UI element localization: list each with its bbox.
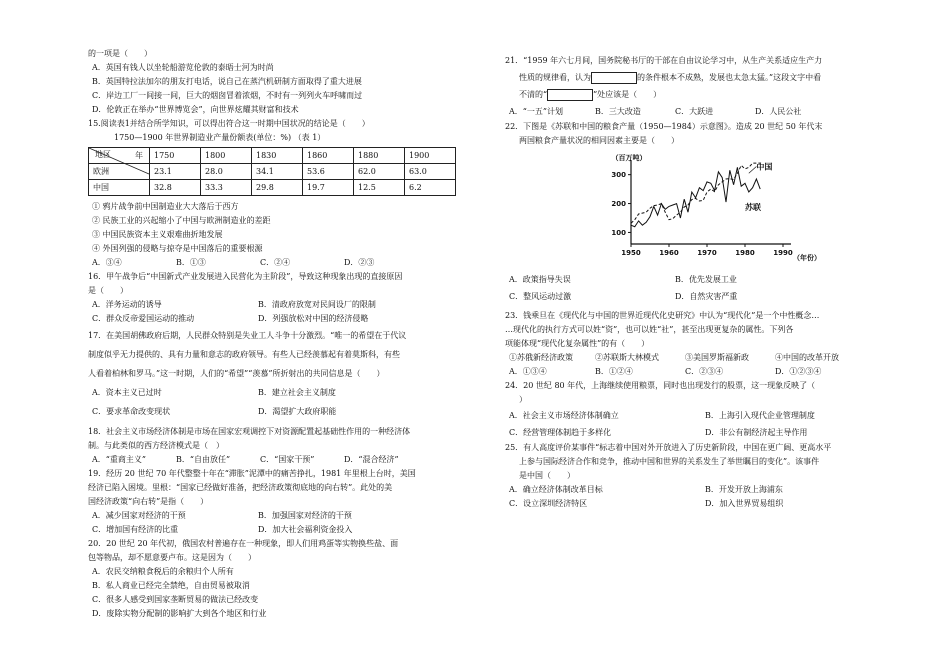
- q23-option-c[interactable]: C．②③④: [685, 367, 724, 376]
- value-cell: 6.2: [405, 180, 456, 196]
- value-cell: 19.7: [303, 180, 354, 196]
- q15-statement-4: ④ 外国列强的侵略与掠夺是中国落后的重要根源: [92, 244, 263, 253]
- q20-option-d[interactable]: D．废除实物分配制的影响扩大到各个地区和行业: [92, 609, 267, 618]
- y-axis-label: （百万吨）: [611, 154, 647, 162]
- q23-items: [505, 351, 885, 365]
- q20-stem-line: 20．20 世纪 20 年代初，俄国农村普遍存在一种现象，即人们用鸡蛋等实物换些盐、面: [88, 539, 399, 548]
- q25-stem-line: 是中国（ ）: [519, 471, 575, 480]
- q17-stem-line: 17．在美国胡佛政府后期，人民群众特别是失业工人斗争十分激烈。“唯一的希望在于代议: [88, 331, 407, 340]
- q22-option-a[interactable]: A．政策指导失误: [509, 275, 571, 284]
- blurred-text-box: [591, 72, 637, 84]
- corner-year-label: 年: [135, 151, 143, 160]
- q18-options: [88, 453, 468, 467]
- q21-stem-line: [505, 69, 885, 86]
- q21-text: ”处应该是（ ）: [593, 90, 662, 99]
- right-column: [505, 52, 885, 511]
- value-cell: 32.8: [150, 180, 201, 196]
- q24-option-d[interactable]: D．非公有制经济起主导作用: [705, 428, 808, 437]
- q15-option-b[interactable]: B．①③: [176, 258, 206, 267]
- q17-options-row: [88, 383, 468, 402]
- q25-stem-line: 25．有人高度评价某事件“标志着中国对外开放进入了历史新阶段，中国在更广阔、更高水平: [505, 443, 832, 452]
- q22-options-row: [505, 288, 885, 305]
- x-tick-label: 1980: [735, 249, 755, 257]
- q20-option-b[interactable]: B．私人商业已经完全禁绝，自由贸易被取消: [92, 581, 250, 590]
- q24-stem-line: 24．20 世纪 80 年代，上海继续使用粮票，同时也出现发行的股票，这一现象反映了（: [505, 381, 816, 390]
- series-label-china: 中国: [756, 162, 773, 172]
- y-tick-label: 300: [611, 171, 626, 180]
- series-label-ussr: 苏联: [745, 202, 761, 212]
- year-header: 1750: [150, 148, 201, 164]
- q16-options-row: [88, 312, 468, 326]
- q14-option-c[interactable]: C．岸边工厂一间接一间，巨大的烟囱冒着浓烟，不时有一列列火车呼啸而过: [92, 91, 363, 100]
- q18-stem-line: 18．社会主义市场经济体制是市场在国家宏观调控下对资源配置起基础性作用的一种经济体: [88, 427, 411, 436]
- q19-stem-line: 国经济政策“向右转”是指（ ）: [88, 497, 209, 506]
- q19-stem-line: 19．经历 20 世纪 70 年代整整十年在“滞胀”泥潭中的痛苦挣扎，1981 年里根上台时，美国: [88, 469, 416, 478]
- q25-options-row: [505, 497, 885, 511]
- value-cell: 23.1: [150, 164, 201, 180]
- year-header: 1900: [405, 148, 456, 164]
- q23-stem-line: 23．钱乘旦在《现代化与中国的世界近现代化史研究》中认为“现代化”是一个中性概念…: [505, 311, 820, 320]
- corner-region-label: 地区: [95, 150, 111, 159]
- q20-option-a[interactable]: A．农民交纳粮食税后的余粮归个人所有: [92, 567, 234, 576]
- y-tick-label: 100: [611, 228, 626, 237]
- q20-option-c[interactable]: C．很多人感受到国家垄断贸易的做法已经改变: [92, 595, 259, 604]
- q19-options-row: [88, 509, 468, 523]
- q21-option-d[interactable]: D．人民公社: [755, 107, 802, 116]
- q19-stem-line: 经济已陷入困境。里根：“国家已经做好准备，把经济政策彻底地的向右转”。此处的美: [88, 483, 393, 492]
- q16-options-row: [88, 298, 468, 312]
- q15-table-title: 1750—1900 年世界制造业产量份额表(单位：%) （表 1）: [114, 133, 326, 142]
- q15-statement-3: ③ 中国民族资本主义艰难曲折地发展: [92, 230, 223, 239]
- value-cell: 34.1: [252, 164, 303, 180]
- q21-option-c[interactable]: C．大跃进: [675, 107, 714, 116]
- q21-text: 不清的“: [519, 90, 548, 99]
- q24-option-a[interactable]: A．社会主义市场经济体制确立: [509, 411, 619, 420]
- blurred-text-box: [547, 89, 593, 101]
- q19-option-a[interactable]: A．减少国家对经济的干预: [92, 511, 186, 520]
- q23-option-b[interactable]: B．①②④: [595, 367, 633, 376]
- x-tick-label: 1960: [659, 249, 679, 257]
- q22-stem-line: 22．下图是《苏联和中国的粮食产量（1950—1984）示意图》。造成 20 世纪 50 年代末: [505, 122, 823, 131]
- q25-option-d[interactable]: D．加入世界贸易组织: [705, 499, 784, 508]
- value-cell: 29.8: [252, 180, 303, 196]
- q25-option-a[interactable]: A．确立经济体制改革目标: [509, 485, 603, 494]
- q19-option-d[interactable]: D．加大社会福利资金投入: [258, 525, 353, 534]
- value-cell: 12.5: [354, 180, 405, 196]
- q24-option-b[interactable]: B．上海引入现代企业管理制度: [705, 411, 815, 420]
- q22-options-row: [505, 271, 885, 288]
- region-cell: 欧洲: [89, 164, 150, 180]
- q21-option-b[interactable]: B．三大改造: [595, 107, 641, 116]
- q22-option-b[interactable]: B．优先发展工业: [675, 275, 737, 284]
- q14-stem: 的一项是（ ）: [88, 49, 152, 58]
- x-axis-label: （年份）: [793, 254, 821, 262]
- q15-statement-1: ① 鸦片战争前中国制造业大大落后于西方: [92, 202, 239, 211]
- q23-options: [505, 365, 885, 379]
- q15-option-d[interactable]: D．②③: [344, 258, 375, 267]
- q21-options: [505, 103, 885, 120]
- q21-stem-line: 21．“1959 年六七月间，国务院秘书厅的干部在自由议论学习中，从生产关系适应生产力: [505, 56, 823, 65]
- value-cell: 33.3: [201, 180, 252, 196]
- q18-option-b[interactable]: B．“自由放任”: [176, 455, 231, 464]
- y-tick-label: 200: [611, 200, 626, 209]
- q17-option-a[interactable]: A．资本主义已过时: [92, 388, 162, 397]
- value-cell: 63.0: [405, 164, 456, 180]
- q24-option-c[interactable]: C．经营管理体制趋于多样化: [509, 428, 612, 437]
- year-header: 1880: [354, 148, 405, 164]
- q21-text: 的条件根本不成熟，发展也太急太猛。”这段文字中看: [637, 73, 822, 82]
- year-header: 1860: [303, 148, 354, 164]
- q20-stem-line: 包等物品，却不愿意要卢布。这是因为（ ）: [88, 553, 256, 562]
- q23-option-d[interactable]: D．①②③④: [775, 367, 822, 376]
- q19-option-c[interactable]: C．增加国有经济的比重: [92, 525, 179, 534]
- q24-options-row: [505, 424, 885, 441]
- q25-stem-line: 上参与国际经济合作和竞争，推动中国和世界的关系发生了举世瞩目的变化”。该事件: [519, 457, 820, 466]
- q24-options-row: [505, 407, 885, 424]
- q23-stem-line: 项能体现“现代化复杂属性”的有（ ）: [505, 339, 650, 348]
- x-tick-label: 1970: [697, 249, 717, 257]
- q14-option-b[interactable]: B．英国特拉法加尔的朋友打电话，说自己在蒸汽机研制方面取得了重大进展: [92, 77, 362, 86]
- series-line-ussr: [631, 167, 760, 226]
- q16-option-d[interactable]: D．列强放松对中国的经济侵略: [258, 314, 369, 323]
- left-column: [88, 47, 468, 621]
- q17-options-row: [88, 402, 468, 421]
- q23-item: ④中国的改革开放: [775, 353, 839, 362]
- table-corner-cell: [89, 148, 150, 164]
- q19-options-row: [88, 523, 468, 537]
- q17-stem-line: 制度似乎无力提供的、具有力量和意志的政府领导。有些人已经羡慕起有着莫斯科，有些: [88, 350, 400, 359]
- q16-stem-line: 是（ ）: [88, 286, 128, 295]
- q19-option-b[interactable]: B．加强国家对经济的干预: [258, 511, 352, 520]
- q17-option-b[interactable]: B．建立社会主义制度: [258, 388, 336, 397]
- q18-option-d[interactable]: D．“混合经济”: [344, 455, 399, 464]
- q18-stem-line: 制。与此类似的西方经济模式是（ ）: [88, 441, 224, 450]
- q17-option-c[interactable]: C．要求革命改变现状: [92, 407, 171, 416]
- value-cell: 53.6: [303, 164, 354, 180]
- q23-item: ①苏俄新经济政策: [509, 353, 573, 362]
- q21-stem-line: [505, 86, 885, 103]
- q25-option-c[interactable]: C．设立深圳经济特区: [509, 499, 588, 508]
- grain-output-chart: [597, 152, 821, 264]
- q23-option-a[interactable]: A．①③④: [509, 367, 547, 376]
- q18-option-a[interactable]: A．“重商主义”: [92, 455, 146, 464]
- year-header: 1830: [252, 148, 303, 164]
- q17-option-d[interactable]: D．渴望扩大政府职能: [258, 407, 337, 416]
- q16-option-a[interactable]: A．洋务运动的诱导: [92, 300, 162, 309]
- region-cell: 中国: [89, 180, 150, 196]
- q21-option-a[interactable]: A．“一五”计划: [509, 107, 563, 116]
- q23-item: ②苏联斯大林模式: [595, 353, 659, 362]
- q24-stem-line: ）: [519, 395, 527, 404]
- q15-options: [88, 256, 468, 270]
- q15-option-a[interactable]: A．③④: [92, 258, 122, 267]
- year-header: 1800: [201, 148, 252, 164]
- q18-option-c[interactable]: C．“国家干预”: [260, 455, 315, 464]
- q22-option-c[interactable]: C．整风运动过激: [509, 292, 572, 301]
- q16-option-b[interactable]: B．清政府放宽对民间设厂的限制: [258, 300, 376, 309]
- q15-statement-2: ② 民族工业的兴起缩小了中国与欧洲制造业的差距: [92, 216, 271, 225]
- q25-options-row: [505, 483, 885, 497]
- q15-option-c[interactable]: C．②④: [260, 258, 291, 267]
- q14-option-a[interactable]: A．英国有钱人以坐轮船游览伦敦的泰晤士河为时尚: [92, 63, 274, 72]
- q15-stem: 15.阅读表1并结合所学知识，可以得出符合这一时期中国状况的结论是（ ）: [88, 119, 370, 128]
- q16-stem-line: 16．甲午战争后“中国新式产业发展进入民营化为主阶段”，导致这种现象出现的直接原因: [88, 272, 403, 281]
- q17-stem-line: 人看着柏林和罗马。”这一时期，人们的“希望”“羡慕”所折射出的共同信息是（ ）: [88, 369, 385, 378]
- value-cell: 62.0: [354, 164, 405, 180]
- q23-stem-line: …现代化的执行方式可以姓“资”，也可以姓“社”，甚至出现更复杂的属性。下列各: [505, 325, 794, 334]
- value-cell: 28.0: [201, 164, 252, 180]
- q16-option-c[interactable]: C．群众反帝爱国运动的推动: [92, 314, 195, 323]
- q22-option-d[interactable]: D．自然灾害严重: [675, 292, 738, 301]
- q23-item: ③美国罗斯福新政: [685, 353, 749, 362]
- x-tick-label: 1950: [621, 249, 641, 257]
- x-tick-label: 1990: [773, 249, 793, 257]
- label-pointer: [749, 166, 757, 173]
- q14-option-d[interactable]: D．伦敦正在举办“世界博览会”，向世界炫耀其财富和技术: [92, 105, 299, 114]
- q15-table: [88, 147, 456, 196]
- q25-option-b[interactable]: B．开发开放上海浦东: [705, 485, 783, 494]
- q22-stem-line: 两国粮食产量状况的相同因素主要是（ ）: [519, 136, 679, 145]
- table-row: [89, 180, 456, 196]
- q21-text: 性质的规律看，认为: [519, 73, 591, 82]
